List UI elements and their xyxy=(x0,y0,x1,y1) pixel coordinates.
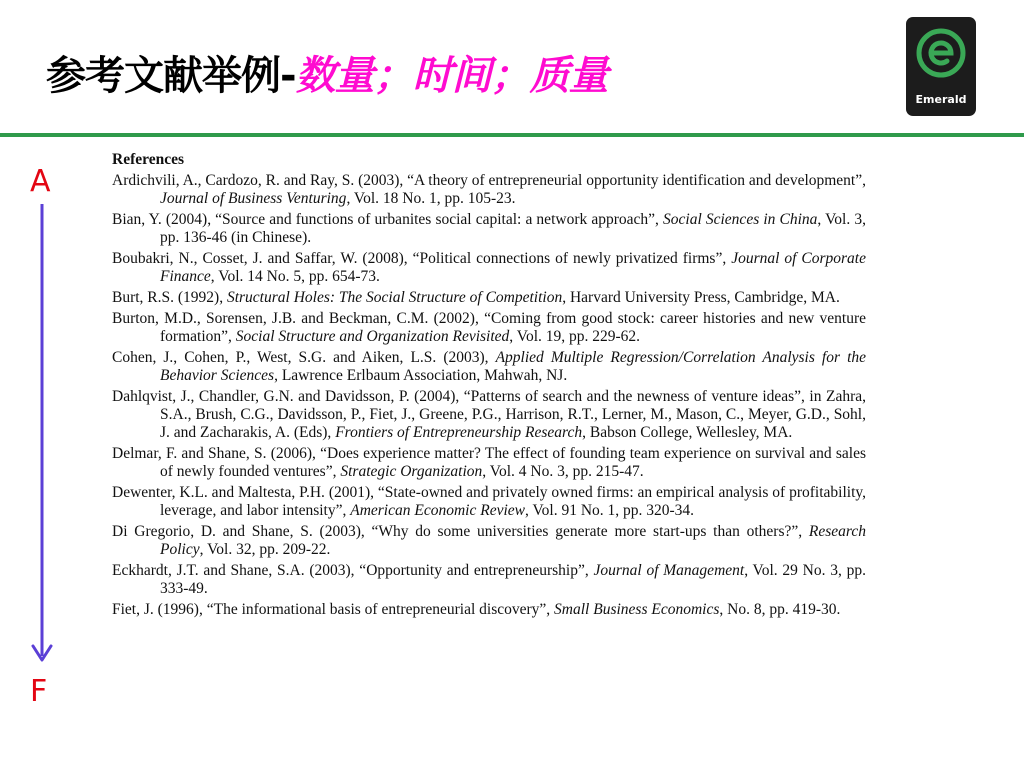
reference-text: Di Gregorio, D. and Shane, S. (2003), “Why do some universities generate more start-ups than others?”, xyxy=(112,523,809,540)
reference-source: Social Structure and Organization Revisited xyxy=(235,328,510,345)
reference-details: , Vol. 3, pp. 136-46 (in Chinese). xyxy=(160,211,866,246)
reference-details: , No. 8, pp. 419-30. xyxy=(719,601,841,618)
reference-text: Dewenter, K.L. and Maltesta, P.H. (2001), “State-owned and privately owned firms: an empirical analysis of profitability, leverage, and labor intensity”, xyxy=(112,484,866,519)
reference-text: Eckhardt, J.T. and Shane, S.A. (2003), “Opportunity and entrepreneurship”, xyxy=(112,562,594,579)
range-end-letter: F xyxy=(30,674,48,709)
reference-details: , Vol. 29 No. 3, pp. 333-49. xyxy=(160,562,866,597)
down-arrow-icon xyxy=(30,204,54,666)
reference-source: Journal of Corporate Finance xyxy=(160,250,866,285)
reference-entry xyxy=(112,445,866,481)
reference-details: , Harvard University Press, Cambridge, MA. xyxy=(562,289,840,306)
reference-text: Boubakri, N., Cosset, J. and Saffar, W. (2008), “Political connections of newly privatized firms”, xyxy=(112,250,732,267)
references-heading: References xyxy=(112,151,185,168)
reference-source: Journal of Business Venturing xyxy=(160,190,347,207)
reference-entry xyxy=(112,211,866,247)
reference-source: Strategic Organization xyxy=(340,463,483,480)
reference-entry xyxy=(112,523,866,559)
reference-source: Journal of Management xyxy=(593,562,745,579)
reference-source: Research Policy xyxy=(160,523,866,558)
reference-details: , Lawrence Erlbaum Association, Mahwah, NJ. xyxy=(274,367,568,384)
reference-entry xyxy=(112,172,866,208)
reference-entry xyxy=(112,601,866,619)
slide-title-main: 参考文献举例- xyxy=(46,53,296,99)
reference-text: Delmar, F. and Shane, S. (2006), “Does experience matter? The effect of founding team experience on survival and sales of newly founded ventures”, xyxy=(112,445,866,480)
reference-text: Fiet, J. (1996), “The informational basis of entrepreneurial discovery”, xyxy=(112,601,555,618)
reference-text: Dahlqvist, J., Chandler, G.N. and Davidsson, P. (2004), “Patterns of search and the newness of venture ideas”, in Zahra, S.A., Brush, C.G., Davidsson, P., Fiet, J., Greene, P.G., Harrison, R.T., Lerner, M., Mason, C., Meyer, G.D., Sohl, J. and Zacharakis, A. (Eds), xyxy=(112,388,866,441)
emerald-logo-text: Emerald xyxy=(915,93,967,106)
reference-source: Applied Multiple Regression/Correlation Analysis for the Behavior Sciences xyxy=(160,349,866,384)
reference-entry xyxy=(112,388,866,442)
reference-entry xyxy=(112,250,866,286)
slide-title-accent: 数量；时间；质量 xyxy=(295,53,608,99)
reference-text: Cohen, J., Cohen, P., West, S.G. and Aiken, L.S. (2003), xyxy=(112,349,496,366)
reference-source: Small Business Economics xyxy=(554,601,720,618)
reference-entry xyxy=(112,349,866,385)
reference-details: , Babson College, Wellesley, MA. xyxy=(582,424,793,441)
reference-text: Burt, R.S. (1992), xyxy=(112,289,227,306)
reference-text: Burton, M.D., Sorensen, J.B. and Beckman, C.M. (2002), “Coming from good stock: career histories and new venture formation”, xyxy=(112,310,866,345)
reference-entry xyxy=(112,562,866,598)
reference-details: , Vol. 32, pp. 209-22. xyxy=(199,541,331,558)
header-divider xyxy=(0,133,1024,137)
reference-entry xyxy=(112,289,866,307)
reference-text: Bian, Y. (2004), “Source and functions of urbanites social capital: a network approach”, xyxy=(112,211,664,228)
reference-source: Frontiers of Entrepreneurship Research xyxy=(335,424,583,441)
reference-text: Ardichvili, A., Cardozo, R. and Ray, S. (2003), “A theory of entrepreneurial opportunity identification and development”, xyxy=(112,172,866,189)
reference-details: , Vol. 19, pp. 229-62. xyxy=(509,328,641,345)
reference-source: American Economic Review xyxy=(350,502,525,519)
references-items xyxy=(112,172,866,619)
reference-source: Social Sciences in China xyxy=(663,211,818,228)
reference-entry xyxy=(112,310,866,346)
emerald-logo xyxy=(906,17,976,116)
reference-details: , Vol. 18 No. 1, pp. 105-23. xyxy=(346,190,516,207)
range-start-letter: A xyxy=(30,164,51,199)
emerald-e-icon xyxy=(916,25,966,87)
reference-entry xyxy=(112,484,866,520)
reference-source: Structural Holes: The Social Structure of Competition xyxy=(226,289,563,306)
reference-details: , Vol. 4 No. 3, pp. 215-47. xyxy=(482,463,644,480)
reference-details: , Vol. 14 No. 5, pp. 654-73. xyxy=(210,268,380,285)
reference-details: , Vol. 91 No. 1, pp. 320-34. xyxy=(524,502,695,519)
slide-title xyxy=(46,50,608,102)
references-list xyxy=(112,151,866,622)
